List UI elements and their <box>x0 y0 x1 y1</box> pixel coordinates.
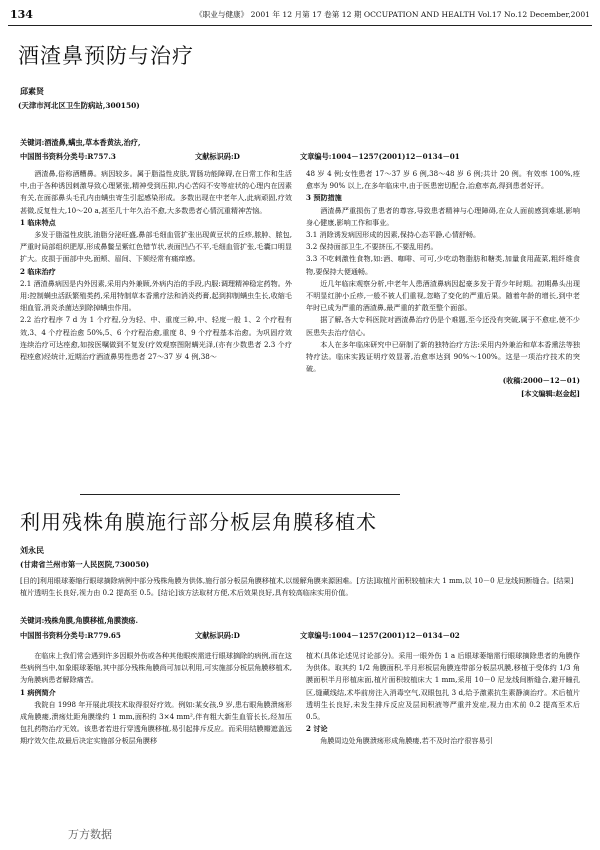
a1-right-item-3-3: 3.3 不吃刺激性食物,如:酒、咖啡、可可,少吃动物脂肪和糖类,加量食用蔬菜,粗纤维食物,要保持大便通畅。 <box>306 254 580 276</box>
a1-left-para-1: 酒渣鼻,俗称酒糟鼻。病因较多。属于脂溢性皮肤,胃肠功能障碍,在日常工作和生活中,由于各种诱因刺激导致心理紧张,精神受到压抑,内心苦闷不安等症状的心理内在因素有关,在面部鼻头毛孔内由螨虫寄生引起感染形成。多数出现在中老年人,此病顽固,疗效甚微,反复性大,10～20 a,甚至几十年久治不愈,大多数患者心情沉重精神苦恼。 <box>20 169 292 215</box>
article-2-clc-number: 中国图书资料分类号:R779.65 <box>20 631 121 640</box>
a1-right-item-3-2: 3.2 保持面部卫生,不要挤压,不要乱用药。 <box>306 242 438 252</box>
article-2-affiliation: (甘肃省兰州市第一人民医院,730050) <box>20 560 150 569</box>
a1-right-para-5: 本人在多年临床研究中已研制了新的独特治疗方法:采用内外兼治和草本香熏法等独特疗法。临床实践证明疗效显著,治愈率达到 90%～100%。这是一项治疗技术的突破。 <box>306 339 580 374</box>
article-1-document-code: 文献标识码:D <box>195 152 240 161</box>
article-1-clc-number: 中国图书资料分类号:R757.3 <box>20 152 116 161</box>
a1-editor-note: [本文编辑:赵金起] <box>521 388 580 398</box>
article-2-document-code: 文献标识码:D <box>195 631 240 640</box>
article-separator-rule <box>80 494 400 495</box>
a1-section-heading-3: 3 预防措施 <box>306 193 342 203</box>
article-2-abstract: [目的]利用眼球萎缩行眼球摘除病例中部分残株角膜为供体,施行部分板层角膜移植术,以缓解角膜来源困难。[方法]取植片面积较植床大 1 mm,以 10－0 尼龙线间断缝合。[结果]植片透明生长良好,视力由 0.2 提高至 0.5。[结论]该方法取材方便,术后效果良好,具有较高临床实用价值。 <box>20 576 574 597</box>
a2-section-heading-1: 1 病例简介 <box>20 687 56 697</box>
page-number: 134 <box>10 8 33 21</box>
a1-left-para-4: 2.2 治疗程序 7 d 为 1 个疗程,分为轻、中、重度三种,中、轻度一般 1、2 个疗程有效,3、4 个疗程治愈 50%,5、6 个疗程治愈,重度 8、9 个疗程基本治愈。为巩固疗效连续治疗可达痊愈,如按医嘱做到不复发(疗效观察图附螨光泽,(亦有少数患者 2.3 个疗程痊愈)经统计,近期治疗酒渣鼻男性患者 27～37 岁 4 例,38～ <box>20 315 292 362</box>
a2-right-para-1: 植术(具体论述见讨论部分)。采用一眼外伤 1 a 后眼球萎缩需行眼球摘除患者的角膜作为供体。取其约 1/2 角膜面积,半月形板层角膜连带部分板层巩膜,移植于受体约 1/3 角膜面积半月形植床面,植片面积较植床大 1 mm,采用 10－0 尼龙线间断缝合,避开瞳孔区,缝藏线结,术毕前房注入消毒空气,双眼包扎 3 d,给予激素抗生素静滴治疗。术后植片透明生长良好,未发生排斥反应及层间积液等严重并发症,视力由术前 0.2 提高至术后 0.5。 <box>306 651 580 722</box>
article-2-author: 刘永民 <box>20 545 44 555</box>
article-1-right-column <box>306 168 580 488</box>
a1-section-heading-1: 1 临床特点 <box>20 217 56 227</box>
article-2-keywords: 关键词:残株角膜,角膜移植,角膜溃疡. <box>20 616 138 625</box>
a2-left-para-2: 我院自 1998 年开展此项技术取得很好疗效。例如:某女孩,9 岁,患右眼角膜溃疡形成角膜瘘,溃疡灶距角膜缘约 1 mm,面积约 3×4 mm²,伴有粗大新生血管长长,经加压包扎药物治疗无效。该患者若进行穿透角膜移植,易引起排斥反应。而采用结膜瓣遮盖远期疗效欠佳,故最后决定实施部分板层角膜移 <box>20 699 292 746</box>
header-rule <box>8 25 592 26</box>
a1-right-para-3: 近几年临床观察分析,中老年人患酒渣鼻病因起豪多发于青少年时期。初期鼻头出现不明显红肿小丘疹,一般不被人们重视,忽略了变化的严重后果。随着年龄的增长,到中老年时已成为严重的酒渣鼻,最严重的扩散至整个面部。 <box>306 278 580 313</box>
article-2-left-column <box>20 650 292 818</box>
a1-right-para-4: 据了解,各大专科医院对酒渣鼻治疗仍是个难题,至今还没有突破,属于不愈症,使不少医患失去治疗信心。 <box>306 315 580 337</box>
article-2-right-column <box>306 650 580 840</box>
a1-received-date: (收稿:2000－12－01) <box>502 376 580 386</box>
a2-left-para-1: 在临床上我们常会遇到许多因眼外伤或各种其他眼疾需进行眼球摘除的病例,而在这些病例当中,如象眼球萎缩,其中部分残株角膜尚可加以利用,可实施部分板层角膜移植术,为角膜病患者解除痛苦。 <box>20 651 292 685</box>
article-1-keywords: 关键词:酒渣鼻,螨虫,草本香黄法,治疗, <box>20 138 141 147</box>
a1-right-para-1: 48 岁 4 例;女性患者 17～37 岁 6 例,38～48 岁 6 例;共计 20 例。有效率 100%,痊愈率为 90% 以上,在多年临床中,由于医患密切配合,治愈率高,得到患者好评。 <box>306 169 580 191</box>
journal-running-head: 《职业与健康》 2001 年 12 月第 17 卷第 12 期 OCCUPATION AND HEALTH Vol.17 No.12 December,2001 <box>195 10 590 19</box>
article-2-title: 利用残株角膜施行部分板层角膜移植术 <box>20 510 377 534</box>
a1-right-item-3-1: 3.1 消除诱发病因形成的因素,保持心态平静,心情舒畅。 <box>306 230 481 240</box>
a2-right-para-2: 角膜周边处角膜溃疡形成角膜瘘,若不及时治疗很容易引 <box>320 736 493 746</box>
article-1-title: 酒渣鼻预防与治疗 <box>18 44 194 68</box>
a2-section-heading-2: 2 讨论 <box>306 724 328 734</box>
article-1-left-column <box>20 168 292 488</box>
a1-right-para-2: 酒渣鼻严重损伤了患者的尊容,导致患者精神与心理障碍,在众人面前感到难堪,影响身心健康,影响工作和事业。 <box>306 205 580 227</box>
wanfang-data-logo: 万方数据 <box>68 828 112 841</box>
a1-left-para-2: 多发于脂溢性皮肤,油脂分泌旺盛,鼻部毛细血管扩张出现黄豆状的丘疹,脓肿、脓包,严重时局部组织肥厚,形成鼻鳖呈紫红色错节状,表面凹凸不平,毛细血管扩张,毛囊口明显扩大。皮损于面部中央,面颊、眉间、下颏经常有痛痒感。 <box>20 230 292 264</box>
a1-section-heading-2: 2 临床治疗 <box>20 266 56 276</box>
article-1-article-number: 文章编号:1004－1257(2001)12－0134－01 <box>300 152 460 161</box>
running-header <box>10 6 590 24</box>
a1-left-para-3: 2.1 酒渣鼻病因是内外因素,采用内外兼顾,外病内治的手段,内服:调理精神稳定药物。外用:控制螨虫活跃繁殖类药,采用特制草本香熏疗法和消炎药膏,起到抑制螨虫生长,收缩毛细血管,消炎杀菌达到除掉螨虫作用。 <box>20 278 292 313</box>
article-1-affiliation: (天津市河北区卫生防病站,300150) <box>18 101 140 110</box>
article-2-article-number: 文章编号:1004－1257(2001)12－0134－02 <box>300 631 460 640</box>
article-1-author: 邱素贤 <box>20 86 44 96</box>
